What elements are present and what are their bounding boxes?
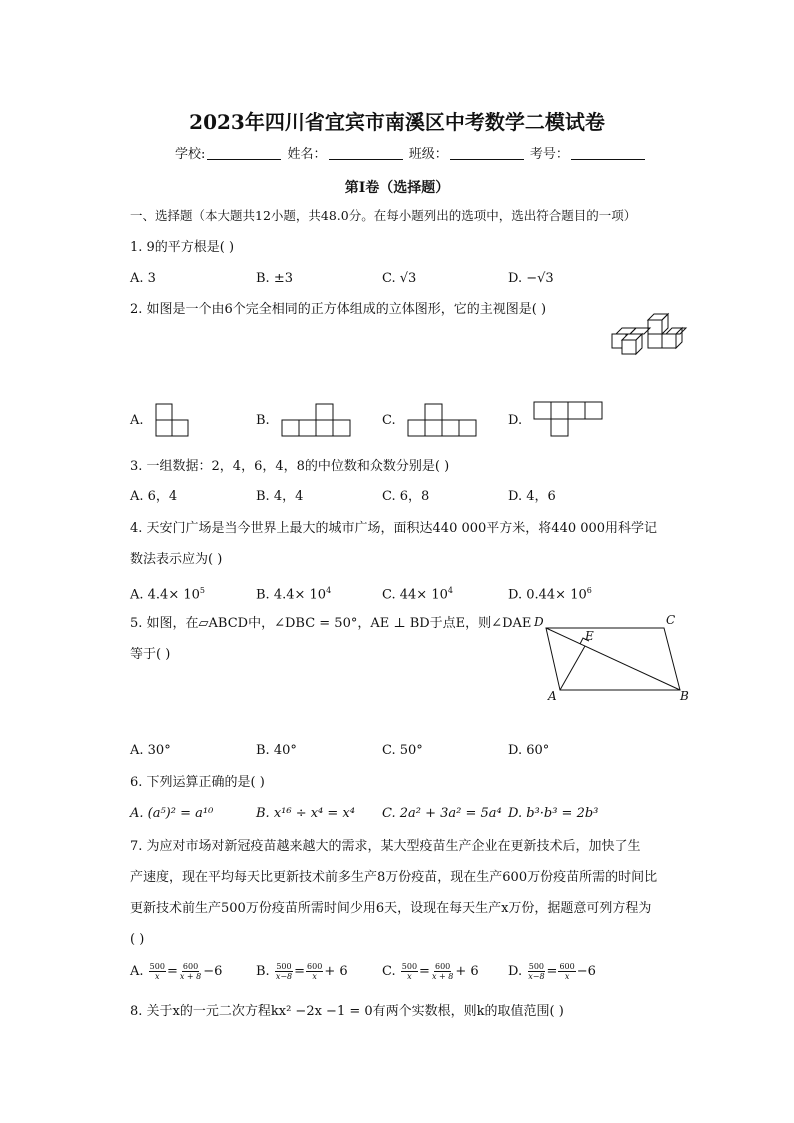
q3-option-c: C. 6，8 xyxy=(382,489,430,504)
q7-option-a: A. $\frac{500}{x}$ = $\frac{600}{x + 8}$ −6 xyxy=(130,962,223,981)
exam-number-label: 考号： xyxy=(529,147,569,162)
question-6-stem: 6. 下列运算正确的是( ) xyxy=(130,775,265,790)
cube-stack-figure xyxy=(610,308,690,356)
q5-option-c: C. 50° xyxy=(382,743,423,758)
school-label: 学校: xyxy=(175,147,206,162)
q2-option-d: D. xyxy=(508,413,523,428)
exam-title: 2023年四川省宜宾市南溪区中考数学二模试卷 xyxy=(189,110,605,134)
q4-option-a: A. $4.4\times 10^5$ xyxy=(130,586,205,603)
label-a: A xyxy=(548,689,557,703)
q2-option-d-figure xyxy=(533,401,603,437)
q1-option-d: D. −√3 xyxy=(508,271,554,286)
q1-option-c: C. √3 xyxy=(382,271,417,286)
q2-option-b: B. xyxy=(256,413,270,428)
q3-option-b: B. 4，4 xyxy=(256,489,304,504)
q3-option-a: A. 6，4 xyxy=(130,489,178,504)
label-c: C xyxy=(666,613,676,627)
q2-option-c-figure xyxy=(407,403,477,437)
q2-option-b-figure xyxy=(281,403,351,437)
q7-option-c: C. $\frac{500}{x}$ = $\frac{600}{x + 8}$ + 6 xyxy=(382,962,479,981)
class-blank xyxy=(450,159,524,160)
question-4-stem-line2: 数法表示应为( ) xyxy=(130,552,223,567)
q6-option-b: B. x¹⁶ ÷ x⁴ = x⁴ xyxy=(256,806,355,821)
question-4-stem-line1: 4. 天安门广场是当今世界上最大的城市广场，面积达440 000平方米，将440 000用科学记 xyxy=(130,521,658,536)
question-7-stem-line3: 更新技术前生产500万份疫苗所需时间少用6天，设现在每天生产x万份，据题意可列方程为 xyxy=(130,901,652,916)
question-5-stem-line1: 5. 如图，在▱ABCD中，∠DBC = 50°，AE ⊥ BD于点E，则∠DAE xyxy=(130,616,532,631)
q4-option-d: D. $0.44\times 10^6$ xyxy=(508,586,592,603)
label-b: B xyxy=(680,689,689,703)
exam-number-blank xyxy=(571,159,645,160)
q6-option-c: C. 2a² + 3a² = 5a⁴ xyxy=(382,806,502,821)
name-blank xyxy=(329,159,403,160)
student-info-line xyxy=(175,147,647,163)
q1-option-a: A. 3 xyxy=(130,271,156,286)
part-heading: 第Ⅰ卷（选择题） xyxy=(344,180,450,196)
question-7-stem-line1: 7. 为应对市场对新冠疫苗越来越大的需求，某大型疫苗生产企业在更新技术后，加快了生 xyxy=(130,839,641,854)
q6-option-a: A. (a⁵)² = a¹⁰ xyxy=(130,806,214,821)
q7-option-d: D. $\frac{500}{x-8}$ = $\frac{600}{x}$ −6 xyxy=(508,962,596,981)
q2-option-c: C. xyxy=(382,413,396,428)
question-5-stem-line2: 等于( ) xyxy=(130,647,171,662)
q1-option-b: B. ±3 xyxy=(256,271,293,286)
q2-option-a-figure xyxy=(155,403,189,437)
name-label: 姓名： xyxy=(287,147,327,162)
section-heading: 一、选择题（本大题共12小题，共48.0分。在每小题列出的选项中，选出符合题目的一项） xyxy=(130,208,637,223)
q4-option-c: C. $44\times 10^4$ xyxy=(382,586,453,603)
q5-option-d: D. 60° xyxy=(508,743,550,758)
question-8-stem: 8. 关于x的一元二次方程kx² −2x −1 = 0有两个实数根，则k的取值范围( ) xyxy=(130,1004,564,1019)
q2-option-a: A. xyxy=(130,413,144,428)
question-7-stem-line4: ( ) xyxy=(130,932,145,947)
q7-option-b: B. $\frac{500}{x-8}$ = $\frac{600}{x}$ + 6 xyxy=(256,962,348,981)
q5-option-b: B. 40° xyxy=(256,743,297,758)
parallelogram-figure xyxy=(532,610,696,706)
class-label: 班级： xyxy=(408,147,448,162)
school-blank xyxy=(207,159,281,160)
q4-option-b: B. $4.4\times 10^4$ xyxy=(256,586,332,603)
label-d: D xyxy=(534,615,544,629)
q6-option-d: D. b³·b³ = 2b³ xyxy=(508,806,599,821)
question-1-stem: 1. 9的平方根是( ) xyxy=(130,240,235,255)
question-7-stem-line2: 产速度，现在平均每天比更新技术前多生产8万份疫苗，现在生产600万份疫苗所需的时间比 xyxy=(130,870,658,885)
q3-option-d: D. 4，6 xyxy=(508,489,556,504)
question-2-stem: 2. 如图是一个由6个完全相同的正方体组成的立体图形，它的主视图是( ) xyxy=(130,302,547,317)
q5-option-a: A. 30° xyxy=(130,743,171,758)
question-3-stem: 3. 一组数据：2，4，6，4，8的中位数和众数分别是( ) xyxy=(130,459,450,474)
label-e: E xyxy=(585,629,594,643)
